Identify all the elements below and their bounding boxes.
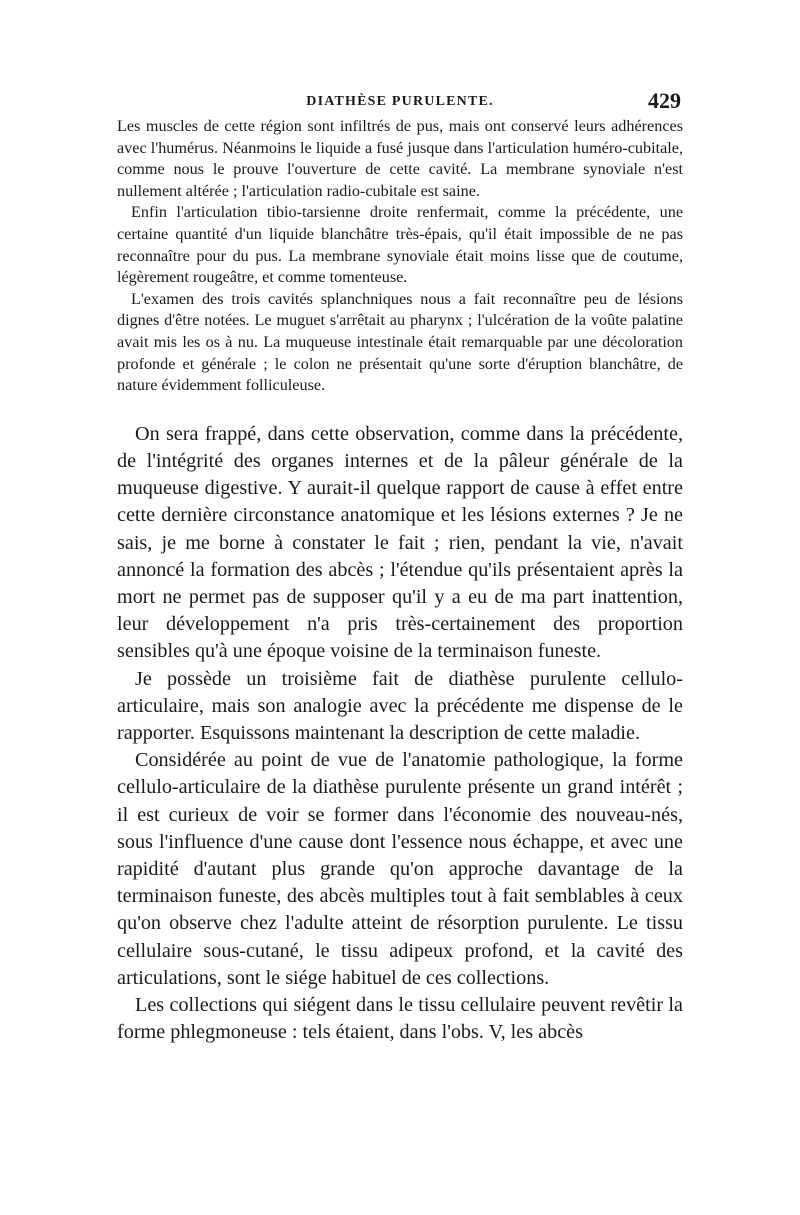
book-page <box>117 90 683 1046</box>
case-report-text <box>117 116 683 397</box>
paragraph-splanchnic-exam: L'examen des trois cavités splanchniques nous a fait reconnaître peu de lésions dignes d'être notées. Le muguet s'arrêtait au pharynx ; l'ulcération de la voûte palatine avait mis les os à nu. La muqueuse intestinale était remarquable par une décoloration profonde et générale ; le colon ne présentait qu'une sorte d'éruption blanchâtre, de nature évidemment folliculeuse. <box>117 289 683 395</box>
paragraph-collections: Les collections qui siégent dans le tissu cellulaire peuvent revêtir la forme phlegmoneuse : tels étaient, dans l'obs. V, les abcès <box>117 993 683 1044</box>
commentary-text <box>117 421 683 1047</box>
paragraph-tibio-tarsal: Enfin l'articulation tibio-tarsienne droite renfermait, comme la précédente, une certaine quantité d'un liquide blanchâtre très-épais, qu'il était impossible de ne pas reconnaître pour du pus. La membrane synoviale était moins lisse que de coutume, légèrement rougeâtre, et comme tomenteuse. <box>117 203 683 287</box>
paragraph-observation: On sera frappé, dans cette observation, comme dans la précédente, de l'intégrité des organes internes et de la pâleur générale de la muqueuse digestive. Y aurait-il quelque rapport de cause à effet entre cette dernière circonstance anatomique et les lésions externes ? Je ne sais, je me borne à constater le fait ; rien, pendant la vie, n'avait annoncé la formation des abcès ; l'étendue qu'ils présentaient après la mort ne permet pas de supposer qu'il y a eu de ma part inattention, leur développement n'a pris très-certainement des proportion sensibles qu'à une époque voisine de la terminaison funeste. <box>117 422 683 663</box>
running-title: DIATHÈSE PURULENTE. <box>306 94 494 109</box>
paragraph-third-case: Je possède un troisième fait de diathèse purulente cellulo-articulaire, mais son analogie avec la précédente me dispense de le rapporter. Esquissons maintenant la description de cette maladie. <box>117 667 683 744</box>
paragraph-pathological-anatomy: Considérée au point de vue de l'anatomie pathologique, la forme cellulo-articulaire de la diathèse purulente présente un grand intérêt ; il est curieux de voir se former dans l'économie des nouveau-nés, sous l'influence d'une cause dont l'essence nous échappe, et avec une rapidité d'autant plus grande qu'on approche davantage de la terminaison funeste, des abcès multiples tout à fait semblables à ceux qu'on observe chez l'adulte atteint de résorption purulente. Le tissu cellulaire sous-cutané, le tissu adipeux profond, et la cavité des articulations, sont le siége habituel de ces collections. <box>117 749 683 989</box>
page-number: 429 <box>648 88 681 113</box>
running-head <box>117 90 683 116</box>
paragraph-muscles: Les muscles de cette région sont infiltrés de pus, mais ont conservé leurs adhérences avec l'humérus. Néanmoins le liquide a fusé jusque dans l'articulation huméro-cubitale, comme nous le prouve l'ouverture de cette cavité. La membrane synoviale n'est nullement altérée ; l'articulation radio-cubitale est saine. <box>117 117 683 200</box>
